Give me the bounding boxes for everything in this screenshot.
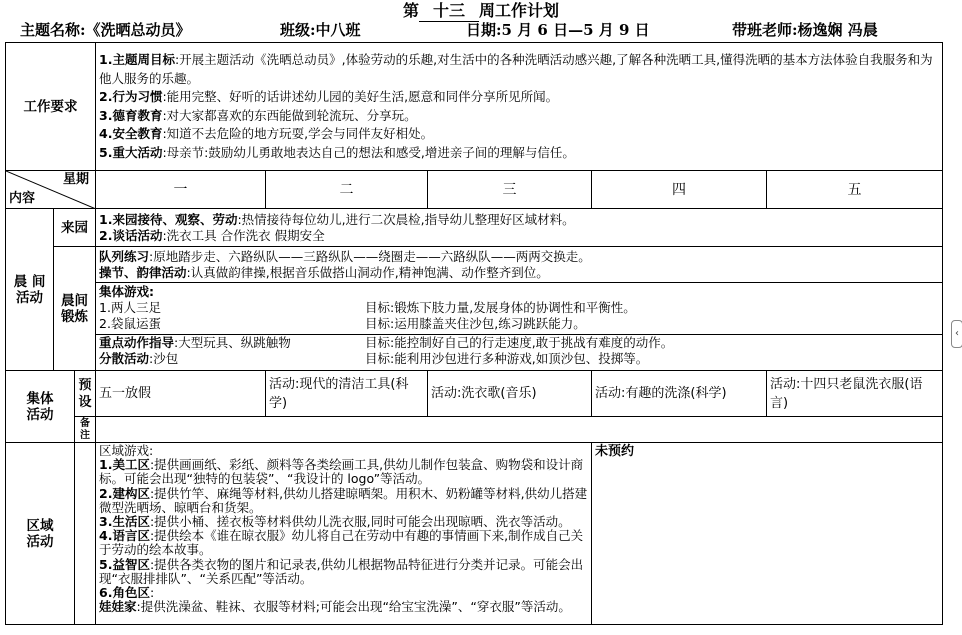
group-activity-label: 集体 活动 xyxy=(6,371,75,443)
morning-exercise-label: 晨间 锻炼 xyxy=(54,247,96,371)
focus-goal: 目标:能控制好自己的行走速度,敢于挑战有难度的动作。 xyxy=(365,335,674,350)
exercise-games-content: 集体游戏: 1.两人三足 目标:锻炼下肢力量,发展身体的协调性和平衡性。 2.袋鼠运蛋 目标:运用膝盖夹住沙包,练习跳跃能力。 重点动作指导:大型玩具、纵跳触物 目标:能控制好自己的行走速度,敢于挑战有难度的动作。 分散活动:沙包 目标:能利用沙包进行多种游戏,如顶沙包、投掷等。 xyxy=(96,283,943,371)
page-title xyxy=(0,1,962,22)
work-requirements-label: 工作要求 xyxy=(6,43,96,171)
arrival-label: 来园 xyxy=(54,209,96,247)
game-name: 2.袋鼠运蛋 xyxy=(99,316,161,331)
split-goal: 目标:能利用沙包进行多种游戏,如顶沙包、投掷等。 xyxy=(365,351,649,366)
group-activity-day-1: 五一放假 xyxy=(96,371,266,417)
class-name: 班级:中八班 xyxy=(280,21,361,39)
day-header-2: 二 xyxy=(266,171,428,209)
day-header-3: 三 xyxy=(428,171,592,209)
remark-label: 备 注 xyxy=(75,417,96,443)
area-activity-label: 区域 活动 xyxy=(6,443,75,625)
teachers: 带班老师:杨逸娴 冯晨 xyxy=(732,21,878,39)
title-suffix: 周工作计划 xyxy=(479,1,560,20)
work-requirements xyxy=(96,43,943,171)
area-spacer xyxy=(75,443,96,625)
morning-activity-label: 晨 间 活动 xyxy=(6,209,54,371)
group-activity-day-5: 活动:十四只老鼠洗衣服(语言) xyxy=(767,371,943,417)
game-goal: 目标:运用膝盖夹住沙包,练习跳跃能力。 xyxy=(365,316,586,331)
queue-rhythm-content: 队列练习:原地踏步走、六路纵队——三路纵队——绕圈走——六路纵队——两两交换走。 操节、韵律活动:认真做韵律操,根据音乐做搭山洞动作,精神饱满、动作整齐到位。 xyxy=(96,247,943,283)
title-prefix: 第 xyxy=(402,1,419,20)
remark-content xyxy=(96,417,943,443)
corner-content-label: 内容 xyxy=(9,191,36,206)
weekly-plan-table xyxy=(5,42,943,625)
side-scroll-tab[interactable]: ‹ xyxy=(951,320,962,348)
game-name: 1.两人三足 xyxy=(99,300,161,315)
area-intro: 区域游戏: xyxy=(99,443,154,458)
preset-label: 预 设 xyxy=(75,371,96,417)
group-games-heading: 集体游戏: xyxy=(99,284,155,299)
week-number: 十三 xyxy=(419,1,479,22)
area-activity-content: 区域游戏: 1.美工区:提供画画纸、彩纸、颜料等各类绘画工具,供幼儿制作包装盒、购物袋和设计商标。可能会出现“独特的包装袋”、“我设计的 logo”等活动。 2.建构区:提供竹竿、麻绳等材料,供幼儿搭建晾晒架。用积木、奶粉罐等材料,供幼儿搭建微型洗晒场、晾晒台和货架。 3.生活区:提供小桶、搓衣板等材料供幼儿洗衣服,同时可能会出现晾晒、洗衣等活动。 4.语言区:提供绘本《谁在晾衣服》幼儿将自己在劳动中有趣的事情画下来,制作成自己关于劳动的绘本故事。 5.益智区:提供各类衣物的图片和记录表,供幼儿根据物品特征进行分类并记录。可能会出现“衣服排排队”、“关系匹配”等活动。 6.角色区: 娃娃家:提供洗澡盆、鞋袜、衣服等材料;可能会出现“给宝宝洗澡”、“穿衣服”等活动。 xyxy=(96,443,592,625)
requirement-item: 5.重大活动:母亲节:鼓励幼儿勇敢地表达自己的想法和感受,增进亲子间的理解与信任。 xyxy=(99,144,575,160)
game-goal: 目标:锻炼下肢力量,发展身体的协调性和平衡性。 xyxy=(365,300,636,315)
group-activity-day-3: 活动:洗衣歌(音乐) xyxy=(428,371,592,417)
requirement-item: 4.安全教育:知道不去危险的地方玩耍,学会与同伴友好相处。 xyxy=(99,126,434,141)
corner-weekday-label: 星期 xyxy=(63,172,90,187)
day-header-1: 一 xyxy=(96,171,266,209)
day-header-5: 五 xyxy=(767,171,943,209)
weekday-corner xyxy=(6,171,96,209)
unreserved-note: 未预约 xyxy=(592,443,943,625)
day-header-4: 四 xyxy=(592,171,767,209)
date-range: 日期:5 月 6 日—5 月 9 日 xyxy=(466,21,650,39)
requirement-item: 3.德育教育:对大家都喜欢的东西能做到轮流玩、分享玩。 xyxy=(99,107,417,123)
theme-name: 主题名称:《洗晒总动员》 xyxy=(20,21,191,39)
group-activity-day-2: 活动:现代的清洁工具(科学) xyxy=(266,371,428,417)
group-activity-day-4: 活动:有趣的洗涤(科学) xyxy=(592,371,767,417)
requirement-item: 1.主题周目标:开展主题活动《洗晒总动员》,体验劳动的乐趣,对生活中的各种洗晒活动感兴趣,了解各种洗晒工具,懂得洗晒的基本方法体验自我服务和为他人服务的乐趣。 xyxy=(99,52,933,86)
requirement-item: 2.行为习惯:能用完整、好听的话讲述幼儿园的美好生活,愿意和同伴分享所见所闻。 xyxy=(99,89,559,104)
arrival-content: 1.来园接待、观察、劳动:热情接待每位幼儿,进行二次晨检,指导幼儿整理好区域材料。 2.谈话活动:洗衣工具 合作洗衣 假期安全 xyxy=(96,209,943,247)
